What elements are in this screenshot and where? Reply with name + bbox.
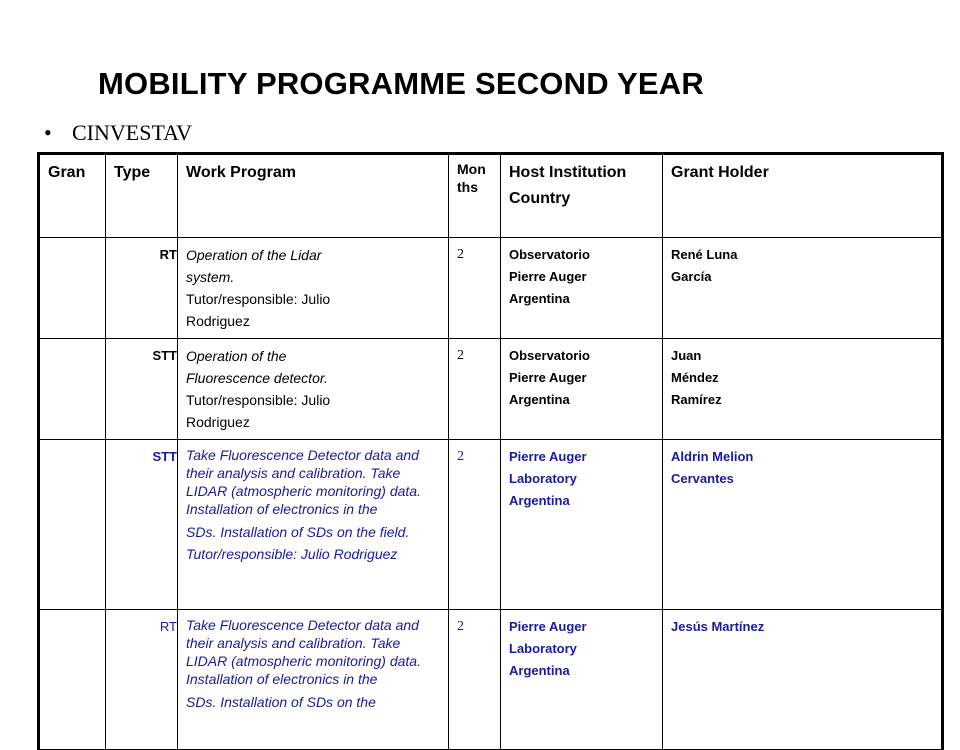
work-paragraph: Take Fluorescence Detector data and their analysis and calibration. Take LIDAR (atmospheric monitoring) data. Installation of electronics in the — [186, 447, 421, 517]
header-row — [39, 154, 943, 238]
work-line: Tutor/responsible: Julio — [186, 291, 331, 307]
holder-line: Jesús Martínez — [671, 619, 765, 634]
host-line: Argentina — [509, 663, 570, 678]
host-line: Laboratory — [509, 641, 577, 656]
holder-line: Aldrin Melion — [671, 449, 754, 464]
host-line: Argentina — [509, 291, 570, 306]
type-value: STT — [152, 348, 177, 363]
header-months-line1: Mon — [457, 161, 486, 177]
work-line: system. — [186, 269, 235, 285]
header-months — [449, 154, 501, 238]
type-value: RT — [159, 619, 177, 634]
months-cell — [449, 440, 501, 610]
header-months-line2: ths — [457, 179, 478, 195]
months-cell — [449, 610, 501, 750]
host-line: Argentina — [509, 392, 570, 407]
host-line: Pierre Auger — [509, 619, 587, 634]
host-line: Pierre Auger — [509, 269, 587, 284]
institution-name: CINVESTAV — [72, 120, 193, 145]
header-work-program: Work Program — [178, 154, 449, 238]
holder-cell — [663, 610, 943, 750]
type-cell — [106, 610, 178, 750]
host-line: Observatorio — [509, 247, 590, 262]
months-value: 2 — [457, 247, 464, 262]
bullet-dot: • — [44, 120, 52, 145]
type-cell — [106, 339, 178, 440]
holder-line: Juan — [671, 348, 702, 363]
work-line: Operation of the Lidar — [186, 247, 322, 263]
holder-cell — [663, 339, 943, 440]
holder-line: García — [671, 269, 712, 284]
holder-line: Ramírez — [671, 392, 722, 407]
type-cell — [106, 238, 178, 339]
holder-cell — [663, 238, 943, 339]
holder-line: René Luna — [671, 247, 738, 262]
host-cell — [501, 610, 663, 750]
host-line: Pierre Auger — [509, 370, 587, 385]
work-cell — [178, 610, 449, 750]
host-cell — [501, 440, 663, 610]
work-line: Tutor/responsible: Julio — [186, 392, 331, 408]
page-title: MOBILITY PROGRAMME SECOND YEAR — [98, 66, 704, 101]
holder-line: Cervantes — [671, 471, 734, 486]
host-line: Observatorio — [509, 348, 590, 363]
work-line: Rodriguez — [186, 414, 250, 430]
months-cell — [449, 238, 501, 339]
host-cell — [501, 339, 663, 440]
holder-cell — [663, 440, 943, 610]
gran-cell — [39, 339, 106, 440]
table-row — [39, 440, 943, 610]
header-host — [501, 154, 663, 238]
work-line: Fluorescence detector. — [186, 370, 328, 386]
host-line: Argentina — [509, 493, 570, 508]
gran-cell — [39, 238, 106, 339]
header-host-line1: Host Institution — [509, 164, 627, 181]
work-cell — [178, 440, 449, 610]
work-line: SDs. Installation of SDs on the field. — [186, 524, 410, 540]
bullet-item — [44, 120, 192, 146]
host-line: Pierre Auger — [509, 449, 587, 464]
work-paragraph: Take Fluorescence Detector data and their analysis and calibration. Take LIDAR (atmospheric monitoring) data. Installation of electronics in the — [186, 617, 421, 687]
type-value: STT — [152, 449, 177, 464]
header-type: Type — [106, 154, 178, 238]
months-value: 2 — [457, 348, 464, 363]
months-value: 2 — [457, 619, 464, 634]
gran-cell — [39, 440, 106, 610]
header-host-line2: Country — [509, 190, 571, 207]
table-row — [39, 610, 943, 750]
months-cell — [449, 339, 501, 440]
months-value: 2 — [457, 449, 464, 464]
host-cell — [501, 238, 663, 339]
work-cell — [178, 339, 449, 440]
table-row — [39, 339, 943, 440]
work-line: SDs. Installation of SDs on the — [186, 694, 376, 710]
header-gran: Gran — [39, 154, 106, 238]
type-value: RT — [159, 247, 177, 262]
type-cell — [106, 440, 178, 610]
work-line: Tutor/responsible: Julio Rodriguez — [186, 546, 398, 562]
mobility-table — [37, 152, 944, 750]
work-line: Operation of the — [186, 348, 287, 364]
work-line: Rodriguez — [186, 313, 250, 329]
table-row — [39, 238, 943, 339]
header-grant-holder: Grant Holder — [663, 154, 943, 238]
host-line: Laboratory — [509, 471, 577, 486]
holder-line: Méndez — [671, 370, 719, 385]
work-cell — [178, 238, 449, 339]
gran-cell — [39, 610, 106, 750]
